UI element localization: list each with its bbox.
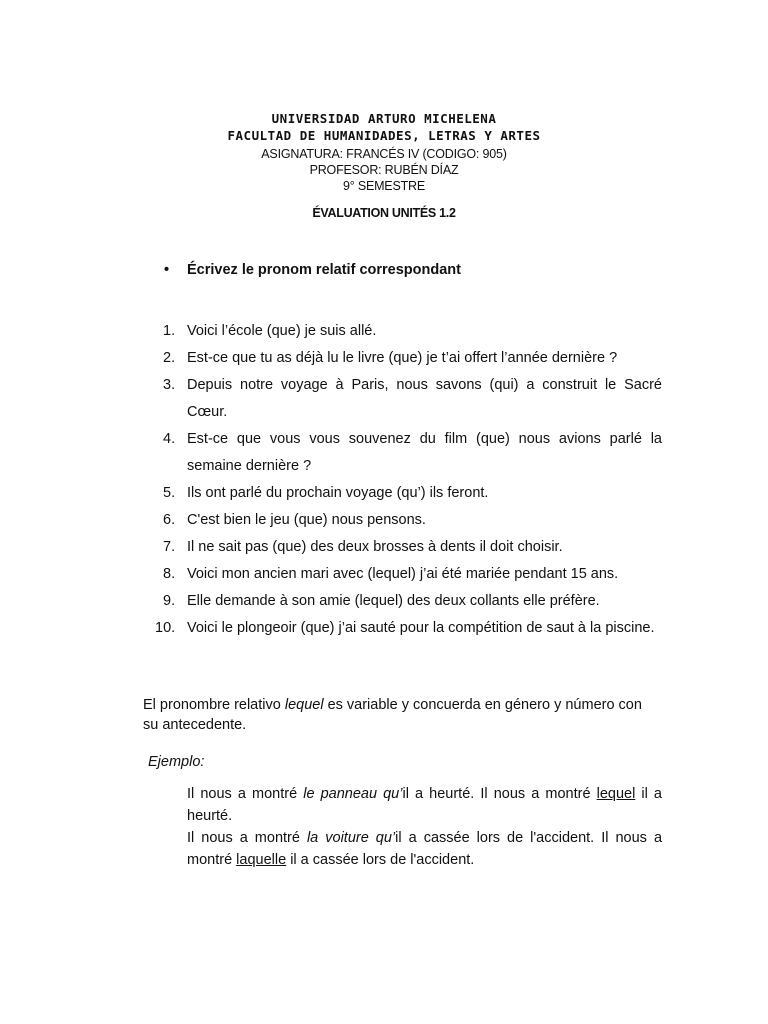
- exercise-text: Il ne sait pas (que) des deux brosses à dents il doit choisir.: [187, 539, 563, 555]
- exercise-item: [0, 534, 662, 561]
- bullet-icon: •: [164, 262, 170, 278]
- example-text: il a heurté. Il nous a montré: [402, 786, 597, 802]
- exercise-number: 1.: [163, 323, 176, 339]
- exercise-text: Depuis notre voyage à Paris, nous savons (qui) a construit le Sacré Cœur.: [187, 377, 662, 420]
- exercise-item: [0, 615, 662, 642]
- exercise-text: Est-ce que vous vous souvenez du film (que) nous avions parlé la semaine dernière ?: [187, 431, 662, 474]
- example-label: Ejemplo:: [148, 754, 205, 770]
- example-antecedent: la voiture qu’: [306, 830, 396, 846]
- examples-block: [187, 783, 662, 871]
- exercise-number: 3.: [163, 377, 176, 393]
- exercise-text: Voici le plongeoir (que) j’ai sauté pour la compétition de saut à la piscine.: [187, 620, 655, 636]
- exercise-text: Est-ce que tu as déjà lu le livre (que) je t’ai offert l’année dernière ?: [187, 350, 618, 366]
- subject-line: ASIGNATURA: FRANCÉS IV (CODIGO: 905): [261, 147, 507, 161]
- example-pronoun: laquelle: [236, 852, 287, 868]
- example-text: il a heurté.: [187, 786, 662, 824]
- instruction: [164, 262, 461, 278]
- example-pronoun: lequel: [596, 786, 636, 802]
- exercise-item: [0, 480, 662, 507]
- exercise-item: [0, 507, 662, 534]
- exercise-number: 9.: [163, 593, 176, 609]
- faculty-name: FACULTAD DE HUMANIDADES, LETRAS Y ARTES: [227, 128, 541, 143]
- grammar-text-before: El pronombre relativo: [143, 697, 285, 713]
- example-sentence: [187, 783, 662, 827]
- exercise-number: 4.: [163, 431, 176, 447]
- university-name: UNIVERSIDAD ARTURO MICHELENA: [271, 111, 497, 126]
- exercise-text: Voici mon ancien mari avec (lequel) j’ai été mariée pendant 15 ans.: [187, 566, 619, 582]
- exercise-item: [0, 426, 662, 480]
- example-text: Il nous a montré: [187, 786, 304, 802]
- example-antecedent: le panneau qu’: [303, 786, 403, 802]
- example-text: il a cassée lors de l'accident.: [286, 852, 475, 868]
- example-text: Il nous a montré: [187, 830, 307, 846]
- example-sentence: [187, 827, 662, 871]
- university-header: [0, 110, 768, 144]
- exercise-item: [0, 345, 662, 372]
- grammar-note: [143, 695, 661, 735]
- exercise-item: [0, 318, 662, 345]
- example-text: il a cassée lors de l'accident. Il nous a montré: [187, 830, 663, 868]
- exercise-number: 7.: [163, 539, 176, 555]
- exercise-number: 10.: [155, 620, 176, 636]
- exercise-list: [0, 318, 768, 642]
- evaluation-title: ÉVALUATION UNITÉS 1.2: [312, 206, 456, 220]
- semester-line: 9° SEMESTRE: [343, 179, 425, 193]
- grammar-text-after: es variable y concuerda en género y número con su antecedente.: [143, 697, 642, 733]
- exercise-number: 6.: [163, 512, 176, 528]
- exercise-number: 5.: [163, 485, 176, 501]
- exercise-item: [0, 372, 662, 426]
- exercise-number: 8.: [163, 566, 176, 582]
- instruction-text: Écrivez le pronom relatif correspondant: [187, 262, 461, 278]
- professor-line: PROFESOR: RUBÉN DÍAZ: [309, 163, 459, 177]
- course-info: [0, 146, 768, 194]
- grammar-term: lequel: [284, 697, 324, 713]
- exercise-item: [0, 561, 662, 588]
- exercise-text: C'est bien le jeu (que) nous pensons.: [187, 512, 426, 528]
- exercise-text: Elle demande à son amie (lequel) des deux collants elle préfère.: [187, 593, 600, 609]
- exercise-number: 2.: [163, 350, 176, 366]
- exercise-text: Voici l’école (que) je suis allé.: [187, 323, 377, 339]
- exercise-text: Ils ont parlé du prochain voyage (qu’) ils feront.: [187, 485, 489, 501]
- exercise-item: [0, 588, 662, 615]
